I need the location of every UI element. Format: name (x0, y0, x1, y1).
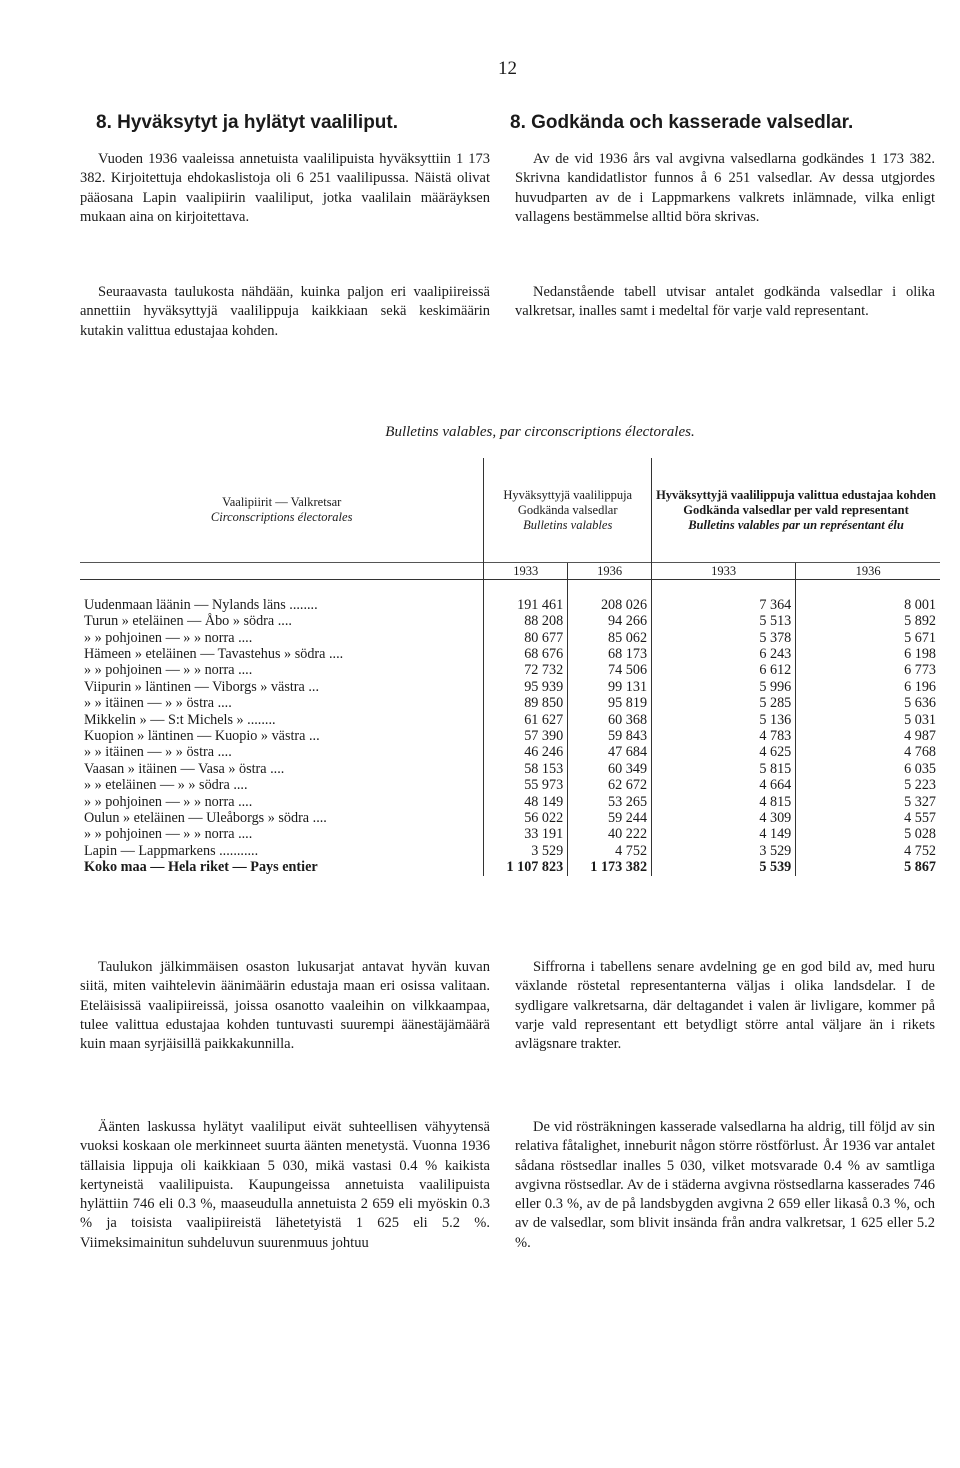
per-rep-1933: 4 783 (652, 728, 796, 744)
per-rep-1933: 5 513 (652, 613, 796, 629)
per-rep-1933: 5 285 (652, 695, 796, 711)
region-label: Vaasan » itäinen — Vasa » östra .... (84, 760, 285, 777)
page-number: 12 (498, 58, 517, 79)
per-rep-1936: 4 752 (796, 843, 940, 859)
swedish-paragraph-3: Siffrorna i tabellens senare avdelning ge en god bild av, med huru växlande röstetal representanterna väljas i olika landsdelar. I de sydligare valkretsarna, där deltagandet i valen är livligare, kommer på varje vald representant ett betydligt större antal väljare än i rikets avlägsnare trakter. (515, 959, 935, 1053)
header-per-rep-fi: Hyväksyttyjä vaalilippuja valittua edustajaa kohden (656, 487, 936, 502)
year-1936-b: 1936 (796, 563, 940, 580)
per-rep-1933: 3 529 (652, 843, 796, 859)
region-label: Koko maa — Hela riket — Pays entier (84, 859, 318, 876)
bulletins-1936: 74 506 (568, 662, 652, 678)
years-blank (80, 563, 484, 580)
bulletins-1933: 88 208 (484, 613, 568, 629)
per-rep-1936: 4 987 (796, 728, 940, 744)
per-rep-1936: 5 031 (796, 712, 940, 728)
per-rep-1933: 4 815 (652, 794, 796, 810)
finnish-paragraph-3: Taulukon jälkimmäisen osaston lukusarjat antavat hyvän kuvan siitä, miten vaihtelevin äänimäärin edustaja maan eri osissa valitaan. Eteläisissä vaalipiireissä, joissa osanotto vaaleihin on vilkkaampaa, tulee valittua edustajaa kohden tuntuvasti suurempi äänestäjämäärä kuin maan syrjäisillä paikkakunnilla. (80, 959, 490, 1053)
header-bulletins-fi: Hyväksyttyjä vaalilippuja (503, 487, 633, 502)
bulletins-1936: 47 684 (568, 744, 652, 760)
finnish-paragraph-4: Äänten laskussa hylätyt vaaliliput eivät suhteellisen vähyytensä vuoksi koskaan ole merkinneet suurta äänten menetystä. Vuonna 1936 tällaisia lippuja oli kaikkiaan 5 030, mikä vastasi 0.4 % kaikista kertyneistä vaalilipuista. Kaupungeissa annetuista vaalilipuista hylättiin 746 eli 0.3 %, maaseudulla annetuista 2 659 eli myöskin 0.3 % ja toisista vaalipiireistä lähetetyistä 1 625 eli 5.2 %. Viimeksimainitun suhdeluvun suurenmuus johtuu (80, 1119, 490, 1251)
bulletins-1933: 56 022 (484, 810, 568, 826)
per-rep-1936: 5 671 (796, 630, 940, 646)
spacer-cell (796, 580, 940, 597)
year-1933-b: 1933 (652, 563, 796, 580)
bulletins-1933: 55 973 (484, 777, 568, 793)
table-years-row (80, 563, 940, 580)
per-rep-1933: 5 815 (652, 761, 796, 777)
bulletins-1933: 1 107 823 (484, 859, 568, 875)
table-row (80, 712, 940, 728)
header-circ-fi-sv: Vaalipiirit — Valkretsar (222, 495, 342, 509)
per-rep-1936: 8 001 (796, 597, 940, 613)
region-label: Turun » eteläinen — Åbo » södra .... (84, 613, 292, 630)
header-bulletins-sv: Godkända valsedlar (517, 502, 618, 517)
bulletins-1933: 61 627 (484, 712, 568, 728)
per-rep-1936: 5 892 (796, 613, 940, 629)
swedish-paragraph-4: De vid rösträkningen kasserade valsedlarna ha aldrig, till följd av sin relativa fåtalighet, inneburit någon större röstförlust. År 1936 var antalet sådana röstsedlar inalles 5 030, vilket motsvarade 0.4 % av samtliga avgivna röstsedlar. Av de i städerna avgivna röstsedlarna kasserades 746 eller 0.3 %, av de på landsbygden avgivna 2 659 eller likaså 0.3 %, och av de valsedlar, som blivit insända från andra valkretsar, 1 625 eller 5.2 %. (515, 1119, 935, 1251)
header-per-representant (652, 458, 940, 563)
table-total-row (80, 859, 940, 875)
bulletins-1933: 58 153 (484, 761, 568, 777)
per-rep-1933: 6 612 (652, 662, 796, 678)
bulletins-1933: 80 677 (484, 630, 568, 646)
header-bulletins (484, 458, 652, 563)
per-rep-1936: 6 035 (796, 761, 940, 777)
per-rep-1933: 6 243 (652, 646, 796, 662)
table-body (80, 597, 940, 876)
per-rep-1936: 5 867 (796, 859, 940, 875)
region-label: » » pohjoinen — » » norra .... (84, 662, 253, 679)
region-label: Uudenmaan läänin — Nylands läns ........ (84, 596, 318, 613)
region-label: » » eteläinen — » » södra .... (84, 777, 248, 794)
spacer-cell (568, 580, 652, 597)
per-rep-1936: 4 557 (796, 810, 940, 826)
table-row (80, 826, 940, 842)
bulletins-1936: 208 026 (568, 597, 652, 613)
region-label: » » pohjoinen — » » norra .... (84, 793, 253, 810)
per-rep-1936: 6 196 (796, 679, 940, 695)
per-rep-1936: 5 327 (796, 794, 940, 810)
per-rep-1936: 6 198 (796, 646, 940, 662)
finnish-paragraph-1: Vuoden 1936 vaaleissa annetuista vaalilipuista hyväksyttiin 1 173 382. Kirjoitettuja ehdokaslistoja oli 6 251 vaalilipussa. Näistä olivat pääosana Lapin vaalipiirin vaaliliput, jotka vaalilain määräyksen mukaan aina on kirjoitettava. (80, 151, 490, 225)
spacer-cell (652, 580, 796, 597)
region-label: » » itäinen — » » östra .... (84, 744, 232, 761)
table-row (80, 744, 940, 760)
per-rep-1936: 6 773 (796, 662, 940, 678)
spacer-row (80, 580, 940, 597)
bulletins-1936: 59 244 (568, 810, 652, 826)
bulletins-1936: 60 368 (568, 712, 652, 728)
bulletins-1936: 60 349 (568, 761, 652, 777)
table-row (80, 646, 940, 662)
bulletins-1936: 53 265 (568, 794, 652, 810)
per-rep-1936: 5 028 (796, 826, 940, 842)
spacer-cell (484, 580, 568, 597)
region-label: » » pohjoinen — » » norra .... (84, 826, 253, 843)
bulletins-1936: 59 843 (568, 728, 652, 744)
bulletins-1936: 68 173 (568, 646, 652, 662)
per-rep-1936: 4 768 (796, 744, 940, 760)
bulletins-1936: 94 266 (568, 613, 652, 629)
bulletins-1936: 40 222 (568, 826, 652, 842)
bulletins-1933: 89 850 (484, 695, 568, 711)
region-label: Hämeen » eteläinen — Tavastehus » södra .... (84, 646, 344, 662)
bulletins-table (80, 458, 940, 876)
header-circonscriptions (80, 458, 484, 563)
swedish-paragraph-1: Av de vid 1936 års val avgivna valsedlarna godkändes 1 173 382. Skrivna kandidatlistor funnos å 6 251 valsedlar. Av dessa utgjordes huvudparten av de i Lappmarkens valkrets inlämnade, vilka enligt vallagens bestämmelse alltid böra skrivas. (515, 151, 935, 225)
bulletins-1933: 48 149 (484, 794, 568, 810)
table-row (80, 630, 940, 646)
year-1936-a: 1936 (568, 563, 652, 580)
bulletins-1936: 1 173 382 (568, 859, 652, 875)
table-caption: Bulletins valables, par circonscriptions électorales. (385, 424, 695, 440)
region-label: » » itäinen — » » östra .... (84, 695, 232, 712)
table-row (80, 662, 940, 678)
table-row (80, 613, 940, 629)
region-label: Oulun » eteläinen — Uleåborgs » södra .... (84, 810, 327, 827)
per-rep-1933: 4 664 (652, 777, 796, 793)
table-row (80, 810, 940, 826)
bulletins-1936: 95 819 (568, 695, 652, 711)
bulletins-1936: 85 062 (568, 630, 652, 646)
header-bulletins-fr: Bulletins valables (523, 517, 613, 532)
per-rep-1933: 7 364 (652, 597, 796, 613)
table-row (80, 679, 940, 695)
region-label: Lapin — Lappmarkens ........... (84, 842, 259, 859)
finnish-heading: 8. Hyväksytyt ja hylätyt vaaliliput. (96, 112, 399, 133)
per-rep-1933: 4 309 (652, 810, 796, 826)
table-header-row (80, 458, 940, 563)
table-row (80, 695, 940, 711)
bulletins-1933: 95 939 (484, 679, 568, 695)
region-label: » » pohjoinen — » » norra .... (84, 629, 253, 646)
header-per-rep-sv: Godkända valsedlar per vald representant (683, 502, 909, 517)
bulletins-1933: 3 529 (484, 843, 568, 859)
bulletins-1933: 57 390 (484, 728, 568, 744)
region-label: Mikkelin » — S:t Michels » ........ (84, 711, 276, 728)
per-rep-1936: 5 636 (796, 695, 940, 711)
bulletins-1936: 99 131 (568, 679, 652, 695)
bulletins-1936: 62 672 (568, 777, 652, 793)
per-rep-1933: 4 625 (652, 744, 796, 760)
per-rep-1933: 4 149 (652, 826, 796, 842)
table-row (80, 794, 940, 810)
bulletins-1933: 72 732 (484, 662, 568, 678)
header-circ-fr: Circonscriptions électorales (210, 510, 353, 524)
table-row (80, 597, 940, 613)
bulletins-1933: 46 246 (484, 744, 568, 760)
table-row (80, 777, 940, 793)
per-rep-1933: 5 996 (652, 679, 796, 695)
per-rep-1936: 5 223 (796, 777, 940, 793)
bulletins-1936: 4 752 (568, 843, 652, 859)
region-label: Viipurin » läntinen — Viborgs » västra ... (84, 678, 319, 695)
year-1933-a: 1933 (484, 563, 568, 580)
bulletins-1933: 191 461 (484, 597, 568, 613)
table-row (80, 843, 940, 859)
table-row (80, 761, 940, 777)
bulletins-1933: 33 191 (484, 826, 568, 842)
per-rep-1933: 5 378 (652, 630, 796, 646)
finnish-paragraph-2: Seuraavasta taulukosta nähdään, kuinka paljon eri vaalipiireissä annettiin hyväksyttyjä vaalilippuja kaikkiaan sekä keskimäärin kutakin valittua edustajaa kohden. (80, 284, 490, 339)
per-rep-1933: 5 539 (652, 859, 796, 875)
table-row (80, 728, 940, 744)
header-per-rep-fr: Bulletins valables par un représentant élu (688, 517, 904, 532)
region-label: Kuopion » läntinen — Kuopio » västra ... (84, 728, 320, 745)
swedish-heading: 8. Godkända och kasserade valsedlar. (510, 112, 854, 133)
spacer-cell (80, 580, 484, 597)
per-rep-1933: 5 136 (652, 712, 796, 728)
bulletins-1933: 68 676 (484, 646, 568, 662)
swedish-paragraph-2: Nedanstående tabell utvisar antalet godkända valsedlar i olika valkretsar, inalles samt i medeltal för varje vald representant. (515, 284, 935, 320)
